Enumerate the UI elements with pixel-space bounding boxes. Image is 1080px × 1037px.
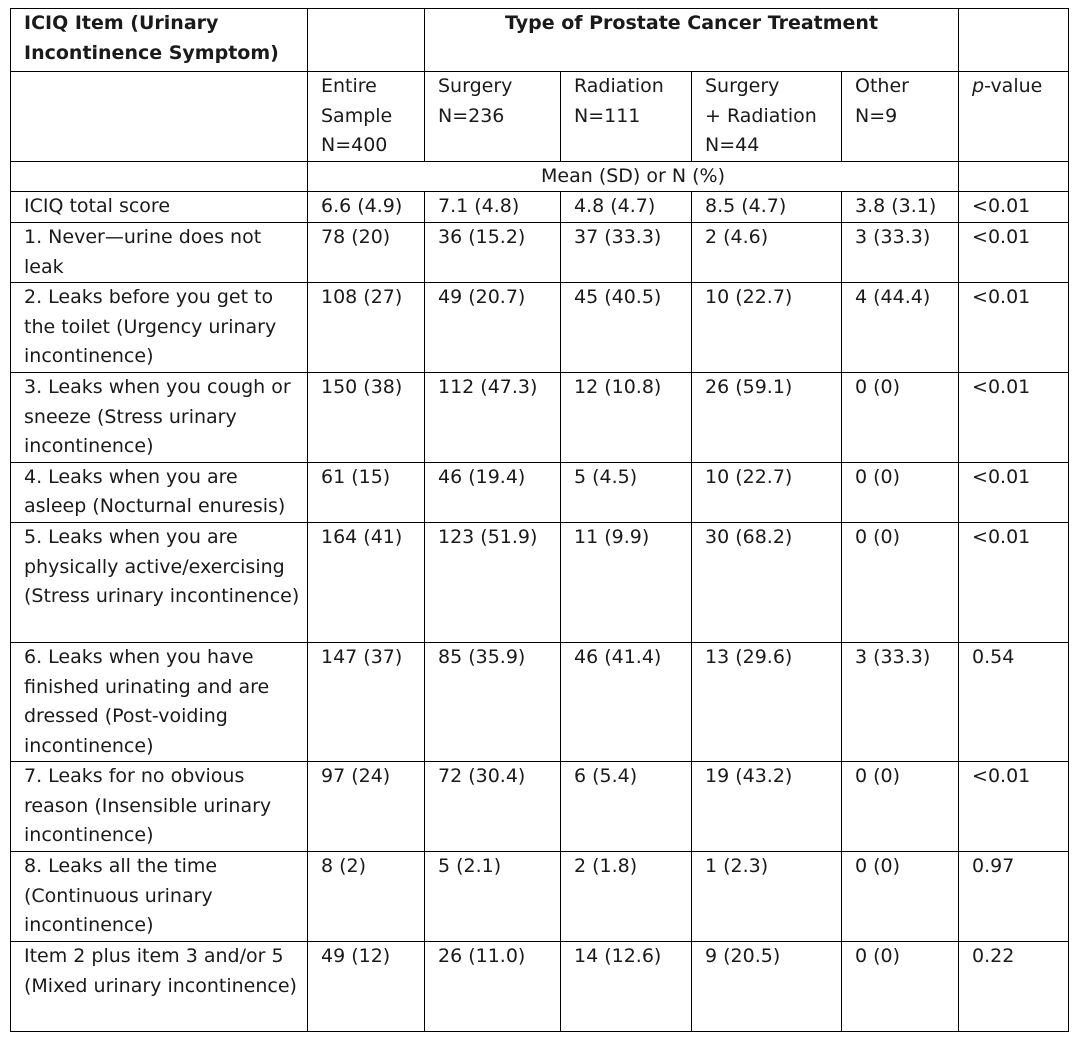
value-cell: 164 (41) bbox=[308, 522, 425, 642]
value-cell: 19 (43.2) bbox=[692, 762, 842, 852]
row-item-label: ICIQ total score bbox=[11, 192, 308, 223]
p-value-cell: <0.01 bbox=[959, 372, 1069, 462]
p-value-cell: 0.54 bbox=[959, 642, 1069, 761]
p-value-cell: <0.01 bbox=[959, 192, 1069, 223]
stat-label: Mean (SD) or N (%) bbox=[308, 161, 959, 192]
value-cell: 12 (10.8) bbox=[561, 372, 692, 462]
value-cell: 36 (15.2) bbox=[425, 222, 561, 282]
empty-cell bbox=[959, 161, 1069, 192]
value-cell: 147 (37) bbox=[308, 642, 425, 761]
value-cell: 10 (22.7) bbox=[692, 283, 842, 373]
value-cell: 6.6 (4.9) bbox=[308, 192, 425, 223]
value-cell: 14 (12.6) bbox=[561, 942, 692, 1032]
value-cell: 8.5 (4.7) bbox=[692, 192, 842, 223]
table-row bbox=[11, 372, 1069, 462]
table-row bbox=[11, 192, 1069, 223]
value-cell: 97 (24) bbox=[308, 762, 425, 852]
row-item-label: 7. Leaks for no obvious reason (Insensible urinary incontinence) bbox=[11, 762, 308, 852]
value-cell: 0 (0) bbox=[842, 762, 959, 852]
p-value-cell: <0.01 bbox=[959, 762, 1069, 852]
value-cell: 49 (12) bbox=[308, 942, 425, 1032]
value-cell: 1 (2.3) bbox=[692, 852, 842, 942]
header-row-2 bbox=[11, 72, 1069, 162]
value-cell: 26 (59.1) bbox=[692, 372, 842, 462]
value-cell: 3 (33.3) bbox=[842, 222, 959, 282]
value-cell: 2 (1.8) bbox=[561, 852, 692, 942]
value-cell: 4.8 (4.7) bbox=[561, 192, 692, 223]
column-header-entire-sample: Entire Sample N=400 bbox=[308, 72, 425, 162]
value-cell: 78 (20) bbox=[308, 222, 425, 282]
row-item-label: Item 2 plus item 3 and/or 5 (Mixed urinary incontinence) bbox=[11, 942, 308, 1032]
header-row-1 bbox=[11, 9, 1069, 72]
row-item-label: 6. Leaks when you have finished urinating and are dressed (Post-voiding incontinence) bbox=[11, 642, 308, 761]
p-value-cell: 0.22 bbox=[959, 942, 1069, 1032]
row-item-label: 8. Leaks all the time (Continuous urinary incontinence) bbox=[11, 852, 308, 942]
p-value-cell: <0.01 bbox=[959, 222, 1069, 282]
value-cell: 3 (33.3) bbox=[842, 642, 959, 761]
table-row bbox=[11, 462, 1069, 522]
value-cell: 46 (41.4) bbox=[561, 642, 692, 761]
value-cell: 5 (2.1) bbox=[425, 852, 561, 942]
value-cell: 72 (30.4) bbox=[425, 762, 561, 852]
empty-header-cell bbox=[308, 9, 425, 72]
value-cell: 45 (40.5) bbox=[561, 283, 692, 373]
row-item-label: 3. Leaks when you cough or sneeze (Stress urinary incontinence) bbox=[11, 372, 308, 462]
value-cell: 7.1 (4.8) bbox=[425, 192, 561, 223]
value-cell: 123 (51.9) bbox=[425, 522, 561, 642]
value-cell: 0 (0) bbox=[842, 942, 959, 1032]
row-item-label: 5. Leaks when you are physically active/exercising (Stress urinary incontinence) bbox=[11, 522, 308, 642]
table-row bbox=[11, 522, 1069, 642]
p-value-cell: <0.01 bbox=[959, 522, 1069, 642]
column-header-surgery: Surgery N=236 bbox=[425, 72, 561, 162]
table-row bbox=[11, 852, 1069, 942]
p-value-cell: <0.01 bbox=[959, 283, 1069, 373]
row-item-label: 2. Leaks before you get to the toilet (Urgency urinary incontinence) bbox=[11, 283, 308, 373]
value-cell: 150 (38) bbox=[308, 372, 425, 462]
results-table bbox=[10, 8, 1069, 1032]
value-cell: 49 (20.7) bbox=[425, 283, 561, 373]
value-cell: 61 (15) bbox=[308, 462, 425, 522]
column-header-surgery-radiation: Surgery + Radiation N=44 bbox=[692, 72, 842, 162]
row-item-label: 4. Leaks when you are asleep (Nocturnal enuresis) bbox=[11, 462, 308, 522]
p-value-cell: 0.97 bbox=[959, 852, 1069, 942]
column-header-radiation: Radiation N=111 bbox=[561, 72, 692, 162]
value-cell: 5 (4.5) bbox=[561, 462, 692, 522]
item-column-header: ICIQ Item (Urinary Incontinence Symptom) bbox=[11, 9, 308, 72]
value-cell: 10 (22.7) bbox=[692, 462, 842, 522]
value-cell: 0 (0) bbox=[842, 522, 959, 642]
value-cell: 46 (19.4) bbox=[425, 462, 561, 522]
p-value-cell: <0.01 bbox=[959, 462, 1069, 522]
value-cell: 13 (29.6) bbox=[692, 642, 842, 761]
table-row bbox=[11, 283, 1069, 373]
stat-label-row bbox=[11, 161, 1069, 192]
value-cell: 2 (4.6) bbox=[692, 222, 842, 282]
value-cell: 37 (33.3) bbox=[561, 222, 692, 282]
value-cell: 30 (68.2) bbox=[692, 522, 842, 642]
table-row bbox=[11, 642, 1069, 761]
value-cell: 26 (11.0) bbox=[425, 942, 561, 1032]
treatment-group-header: Type of Prostate Cancer Treatment bbox=[425, 9, 959, 72]
table-row bbox=[11, 222, 1069, 282]
value-cell: 112 (47.3) bbox=[425, 372, 561, 462]
table-row bbox=[11, 942, 1069, 1032]
value-cell: 9 (20.5) bbox=[692, 942, 842, 1032]
table-body bbox=[11, 192, 1069, 1032]
column-header-other: Other N=9 bbox=[842, 72, 959, 162]
value-cell: 108 (27) bbox=[308, 283, 425, 373]
value-cell: 85 (35.9) bbox=[425, 642, 561, 761]
value-cell: 0 (0) bbox=[842, 852, 959, 942]
empty-header-cell bbox=[11, 72, 308, 162]
value-cell: 4 (44.4) bbox=[842, 283, 959, 373]
value-cell: 3.8 (3.1) bbox=[842, 192, 959, 223]
empty-cell bbox=[11, 161, 308, 192]
table-row bbox=[11, 762, 1069, 852]
empty-header-cell bbox=[959, 9, 1069, 72]
value-cell: 6 (5.4) bbox=[561, 762, 692, 852]
column-header-p-value: p-value bbox=[959, 72, 1069, 162]
row-item-label: 1. Never—urine does not leak bbox=[11, 222, 308, 282]
value-cell: 0 (0) bbox=[842, 462, 959, 522]
value-cell: 0 (0) bbox=[842, 372, 959, 462]
value-cell: 11 (9.9) bbox=[561, 522, 692, 642]
value-cell: 8 (2) bbox=[308, 852, 425, 942]
